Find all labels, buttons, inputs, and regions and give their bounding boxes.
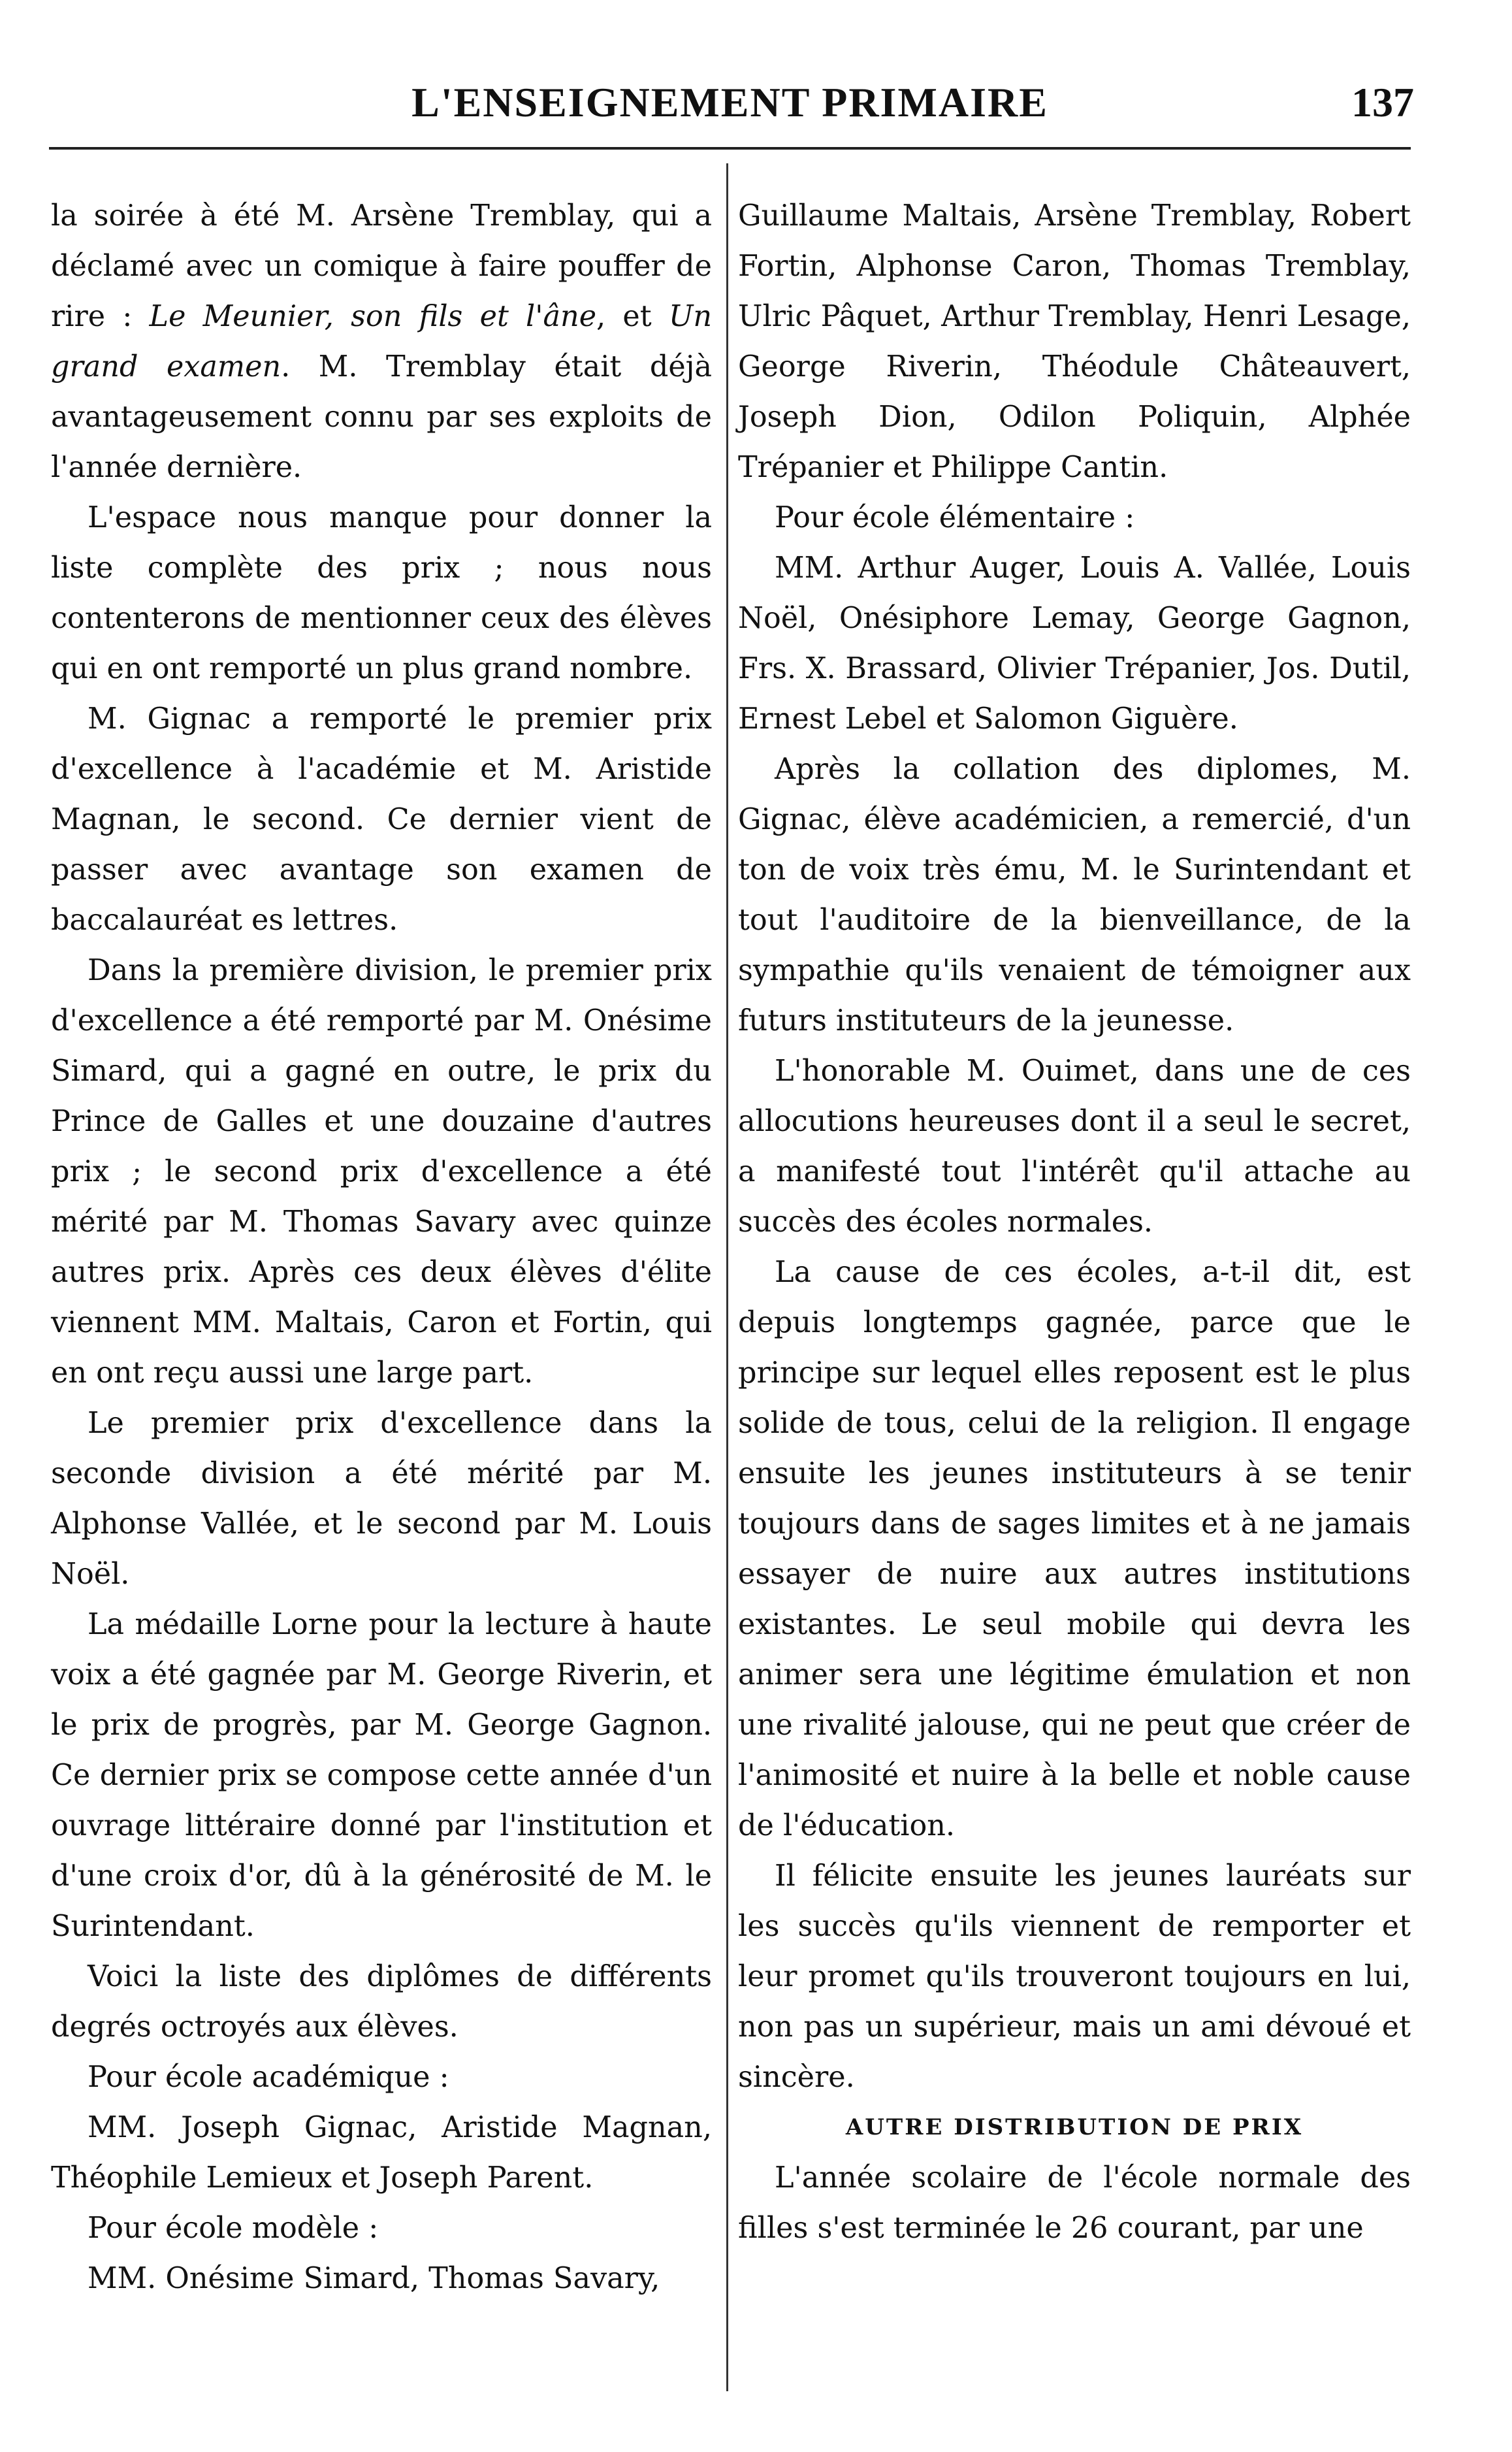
- work-title: Le Meunier, son fils et l'âne: [149, 300, 597, 333]
- running-title: L'ENSEIGNEMENT PRIMAIRE: [411, 79, 1048, 125]
- paragraph-felicite: Il félicite ensuite les jeunes lauréats sur les succès qu'ils viennent de remporter et leur promet qu'ils trouveront toujours en lui, non pas un supérieur, mais un ami dévoué et sincère.: [738, 1859, 1411, 2094]
- paragraph-elementaire-names: MM. Arthur Auger, Louis A. Vallée, Louis Noël, Onésiphore Lemay, George Gagnon, Frs. X. Brassard, Olivier Trépanier, Jos. Dutil, Ernest Lebel et Salomon Giguère.: [738, 551, 1411, 736]
- text-span: . M. Tremblay était déjà avantageusement connu par ses exploits de l'année dernière.: [51, 350, 712, 484]
- paragraph-modele-names: MM. Onésime Simard, Thomas Savary,: [88, 2262, 660, 2295]
- paragraph-diplomes: Voici la liste des diplômes de différents degrés octroyés aux élèves.: [51, 1960, 712, 2044]
- paragraph-ecole-elementaire: Pour école élémentaire :: [775, 501, 1135, 534]
- work-title: Un grand examen: [51, 300, 712, 384]
- paragraph-gignac: M. Gignac a remporté le premier prix d'excellence à l'académie et M. Aristide Magnan, le second. Ce dernier vient de passer avec avantage son examen de baccalauréat es lettres.: [51, 702, 712, 937]
- paragraph-cause: La cause de ces écoles, a-t-il dit, est depuis longtemps gagnée, parce que le principe sur lequel elles reposent est le plus solide de tous, celui de la religion. Il engage ensuite les jeunes instituteurs à se tenir toujours dans de sages limites et à ne jamais essayer de nuire aux autres institutions existantes. Le seul mobile qui devra les animer sera une légitime émulation et non une rivalité jalouse, qui ne peut que créer de l'animosité et nuire à la belle et noble cause de l'éducation.: [738, 1256, 1411, 1842]
- paragraph-espace: L'espace nous manque pour donner la liste complète des prix ; nous nous contenterons de mentionner ceux des élèves qui en ont remporté un plus grand nombre.: [51, 501, 712, 685]
- left-column: [51, 191, 712, 2304]
- paragraph-seconde-division: Le premier prix d'excellence dans la seconde division a été mérité par M. Alphonse Vallée, et le second par M. Louis Noël.: [51, 1407, 712, 1591]
- text-span: la soirée à été M. Arsène Tremblay, qui a déclamé avec un comique à faire pouffer de rire :: [51, 199, 712, 333]
- text-span: , et: [596, 300, 669, 333]
- paragraph-soiree: [51, 191, 712, 493]
- paragraph-annee-scolaire: L'année scolaire de l'école normale des filles s'est terminée le 26 courant, par une: [738, 2161, 1411, 2245]
- paragraph-ouimet: L'honorable M. Ouimet, dans une de ces allocutions heureuses dont il a seul le secret, a manifesté tout l'intérêt qu'il attache au succès des écoles normales.: [738, 1054, 1411, 1239]
- page-number: 137: [1351, 79, 1414, 125]
- paragraph-medaille: La médaille Lorne pour la lecture à haute voix a été gagnée par M. George Riverin, et le prix de progrès, par M. George Gagnon. Ce dernier prix se compose cette année d'un ouvrage littéraire donné par l'institution et d'une croix d'or, dû à la générosité de M. le Surintendant.: [51, 1608, 712, 1943]
- right-column: [738, 191, 1411, 2253]
- page-header: [46, 78, 1414, 144]
- section-heading: AUTRE DISTRIBUTION DE PRIX: [845, 2114, 1304, 2140]
- paragraph-collation: Après la collation des diplomes, M. Gignac, élève académicien, a remercié, d'un ton de voix très ému, M. le Surintendant et tout l'auditoire de la bienveillance, de la sympathie qu'ils venaient de témoigner aux futurs instituteurs de la jeunesse.: [738, 753, 1411, 1038]
- paragraph-ecole-modele: Pour école modèle :: [88, 2212, 379, 2245]
- paragraph-ecole-academique: Pour école académique :: [88, 2061, 449, 2094]
- paragraph-modele-names-cont: Guillaume Maltais, Arsène Tremblay, Robert Fortin, Alphonse Caron, Thomas Tremblay, Ulric Pâquet, Arthur Tremblay, Henri Lesage, George Riverin, Théodule Châteauvert, Joseph Dion, Odilon Poliquin, Alphée Trépanier et Philippe Cantin.: [738, 199, 1411, 484]
- column-divider: [726, 163, 728, 2391]
- header-rule: [49, 147, 1411, 150]
- paragraph-premiere-division: Dans la première division, le premier prix d'excellence a été remporté par M. Onésime Simard, qui a gagné en outre, le prix du Prince de Galles et une douzaine d'autres prix ; le second prix d'excellence a été mérité par M. Thomas Savary avec quinze autres prix. Après ces deux élèves d'élite viennent MM. Maltais, Caron et Fortin, qui en ont reçu aussi une large part.: [51, 954, 712, 1390]
- paragraph-academique-names: MM. Joseph Gignac, Aristide Magnan, Théophile Lemieux et Joseph Parent.: [51, 2111, 712, 2195]
